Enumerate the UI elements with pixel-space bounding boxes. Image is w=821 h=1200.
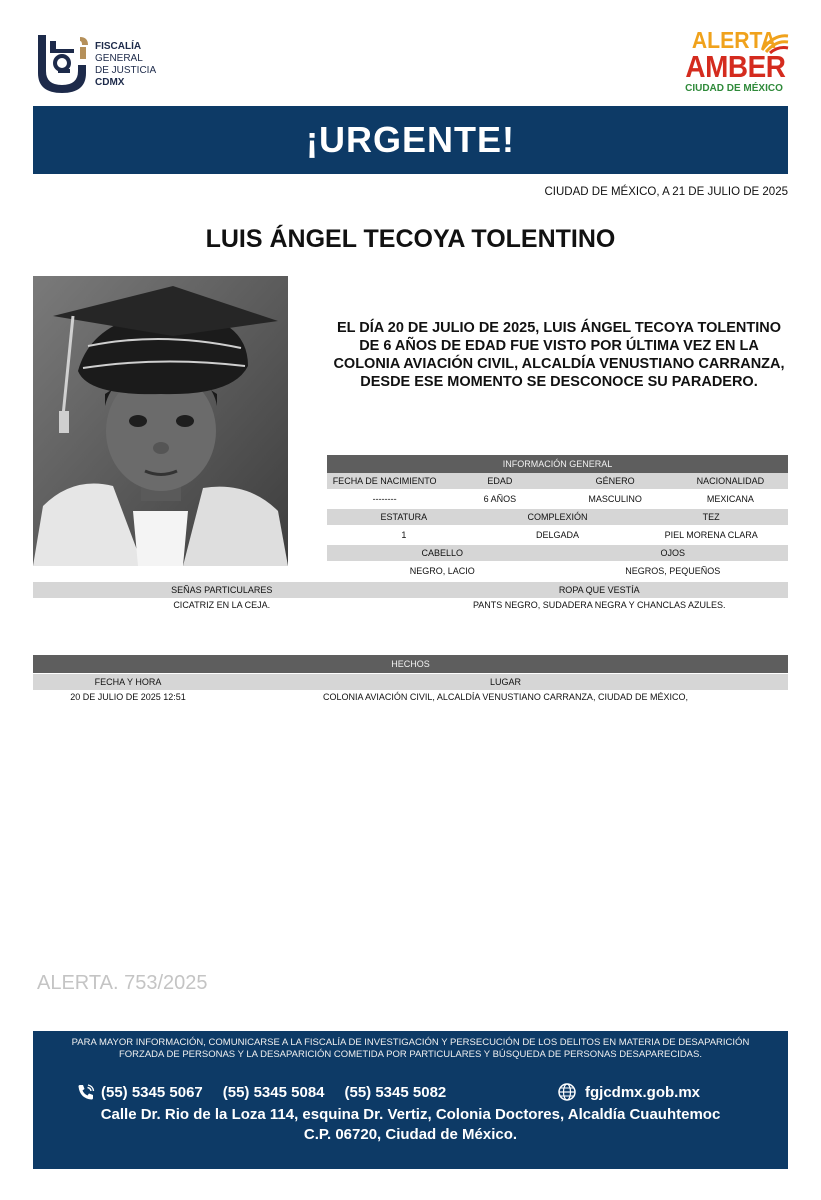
logo-line-1: FISCALÍA [95, 41, 142, 52]
value-gender: MASCULINO [588, 494, 642, 504]
address-line-1: Calle Dr. Rio de la Loza 114, esquina Dr. Vertiz, Colonia Doctores, Alcaldía Cuauhtemoc [100, 1106, 721, 1123]
header-complexion: TEZ [702, 512, 720, 522]
phone-number-1[interactable]: (55) 5345 5067 [101, 1083, 203, 1101]
value-date-time: 20 DE JULIO DE 2025 12:51 [70, 692, 186, 702]
info-row1-values [327, 490, 788, 508]
info-title: INFORMACIÓN GENERAL [502, 459, 613, 469]
phone-number-2[interactable]: (55) 5345 5084 [222, 1083, 325, 1101]
amber-word-city: CIUDAD DE MÉXICO [685, 83, 783, 94]
case-description: EL DÍA 20 DE JULIO DE 2025, LUIS ÁNGEL TECOYA TOLENTINO DE 6 AÑOS DE EDAD FUE VISTO POR ÚLTIMA VEZ EN LA COLONIA AVIACIÓN CIVIL, ALCALDÍA VENUSTIANO CARRANZA, DESDE ESE MOMENTO SE DESCONOCE SU PARADERO. [333, 320, 785, 390]
value-complexion: PIEL MORENA CLARA [664, 530, 758, 540]
fgj-logo-text [95, 41, 156, 89]
urgent-banner: ¡URGENTE! [33, 106, 788, 174]
child-portrait-image [33, 276, 288, 566]
value-nationality: MEXICANA [706, 494, 754, 504]
header-gender: GÉNERO [595, 476, 635, 486]
footer-website [557, 1082, 700, 1102]
date-line: CIUDAD DE MÉXICO, A 21 DE JULIO DE 2025 [544, 186, 788, 198]
header-nationality: NACIONALIDAD [696, 476, 765, 486]
header-clothing: ROPA QUE VESTÍA [558, 585, 640, 595]
facts-title-row [33, 655, 788, 673]
facts-values [33, 688, 788, 706]
footer-phones [77, 1083, 446, 1101]
amber-word-alerta: ALERTA [691, 27, 777, 53]
phone-icon [77, 1083, 95, 1101]
footer-info-text: PARA MAYOR INFORMACIÓN, COMUNICARSE A LA FISCALÍA DE INVESTIGACIÓN Y PERSECUCIÓN DE LOS DELITOS EN MATERIA DE DESAPARICIÓN FORZADA DE PERSONAS Y LA DESAPARICIÓN COMETIDA POR PARTICULARES Y BÚSQUEDA DE PERSONAS DESAPARECIDAS. [71, 1037, 750, 1060]
header-date-time: FECHA Y HORA [94, 677, 162, 687]
info-row2-headers [327, 509, 788, 525]
value-build: DELGADA [536, 530, 580, 540]
globe-icon [557, 1082, 577, 1102]
info-row3-headers [327, 545, 788, 561]
header-place: LUGAR [489, 677, 521, 687]
logo-line-3: DE JUSTICIA [95, 65, 157, 76]
alert-number: ALERTA. 753/2025 [37, 972, 208, 994]
contact-footer [33, 1031, 788, 1169]
info-row2-values [327, 526, 788, 544]
header-build: COMPLEXIÓN [527, 512, 588, 522]
value-clothing: PANTS NEGRO, SUDADERA NEGRA Y CHANCLAS AZULES. [472, 600, 726, 610]
value-birth-date: -------- [372, 494, 397, 504]
value-hair: NEGRO, LACIO [409, 566, 475, 576]
header-distinguishing-marks: SEÑAS PARTICULARES [171, 585, 273, 595]
value-distinguishing-marks: CICATRIZ EN LA CEJA. [173, 600, 271, 610]
value-age: 6 AÑOS [483, 494, 517, 504]
person-name: LUIS ÁNGEL TECOYA TOLENTINO [205, 225, 616, 253]
info-title-row [327, 455, 788, 473]
amber-word-amber: AMBER [685, 49, 786, 84]
logo-line-4: CDMX [95, 77, 125, 88]
address-line-2: C.P. 06720, Ciudad de México. [303, 1126, 518, 1143]
header-hair: CABELLO [421, 548, 464, 558]
missing-person-photo [33, 276, 288, 566]
fgj-logo [34, 33, 194, 97]
footer-address [33, 1105, 788, 1145]
facts-title: HECHOS [391, 659, 430, 669]
info-row3-values [327, 562, 788, 580]
info-row1-headers [327, 473, 788, 489]
header-height: ESTATURA [380, 512, 428, 522]
phone-number-3[interactable]: (55) 5345 5082 [344, 1083, 447, 1101]
amber-alert-logo [680, 28, 788, 102]
header-eyes: OJOS [660, 548, 685, 558]
fgj-logo-icon [34, 33, 90, 95]
value-eyes: NEGROS, PEQUEÑOS [625, 566, 721, 576]
value-place: COLONIA AVIACIÓN CIVIL, ALCALDÍA VENUSTIANO CARRANZA, CIUDAD DE MÉXICO, [323, 692, 688, 702]
website-link[interactable]: fgjcdmx.gob.mx [585, 1083, 701, 1101]
value-height: 1 [401, 530, 407, 540]
header-birth-date: FECHA DE NACIMIENTO [332, 476, 437, 486]
logo-line-2: GENERAL [95, 53, 143, 64]
info-row4-values [33, 596, 788, 614]
header-age: EDAD [487, 476, 513, 486]
